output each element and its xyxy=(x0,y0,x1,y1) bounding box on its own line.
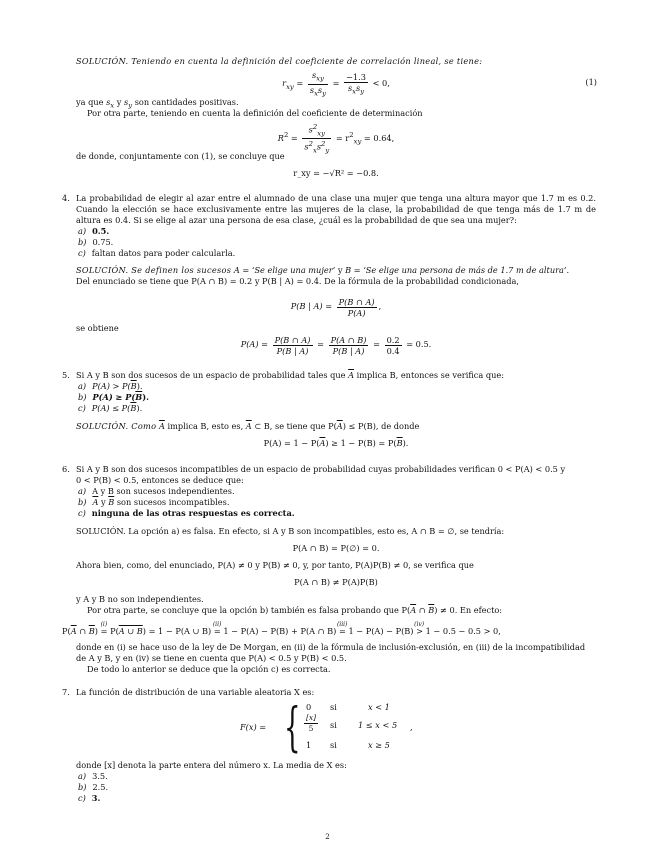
q6-sol-l3: y A y B no son independientes. xyxy=(76,594,204,604)
q4-opt-c-label: c) xyxy=(78,248,86,258)
q6-eq3-p6: 1 − P(A) − P(B) xyxy=(348,626,414,636)
q4-opt-a-text: 0.5. xyxy=(92,226,110,236)
q4-opt-c-text: faltan datos para poder calcularla. xyxy=(91,248,236,258)
q6-eq3-p5: 1 − P(A) − P(B) + P(A ∩ B) xyxy=(223,626,337,636)
q6-option-c xyxy=(78,508,295,519)
q6-number: 6. xyxy=(62,464,70,474)
line2-pre: ya que xyxy=(76,97,104,107)
q4-eqc-lhs: P(B | A) = xyxy=(290,301,333,311)
q5-sol-abar: $\overline{A}$ xyxy=(158,421,165,431)
q7-row0-si: si xyxy=(330,702,337,712)
q6-sol-l2: Ahora bien, como, del enunciado, P(A) ≠ 0 y P(B) ≠ 0, y, por tanto, P(A)P(B) ≠ 0, se verifica que xyxy=(76,560,474,570)
q7-row1-frac xyxy=(304,713,318,734)
q6-l4-post: ) ≠ 0. En efecto: xyxy=(434,605,503,615)
line2-post: son cantidades positivas. xyxy=(134,97,239,107)
q6-eq3-a: $\overline{A}$ xyxy=(70,626,77,636)
q4-eqr-lhs: P(A) = xyxy=(240,339,268,349)
q5-eq xyxy=(76,438,596,449)
q4-sol-B: B = ‘Se elige una persona de más de 1.7 m de altura’. xyxy=(345,265,570,275)
q4-eqr-tail: = 0.5. xyxy=(406,339,432,349)
q7-row2-val: 1 xyxy=(306,740,312,750)
q6-opt-b-a: $\overline{A}$ xyxy=(92,497,99,507)
q5-option-c xyxy=(78,403,142,414)
q4-eq-res: P(A) = $\frac{P(B \cap A)}{P(B | A)}$ = $\frac{P(A \cap B)}{P(B | A)}$ = $\frac{0.2}{0.4}$ = 0.5. xyxy=(240,334,432,356)
q5-opt-b-label: b) xyxy=(78,392,87,402)
eq1-num1-sub: xy xyxy=(316,74,324,83)
q5-opt-b-post: ). xyxy=(142,392,149,402)
q4-opt-a-label: a) xyxy=(78,226,87,236)
q6-sol-l5: donde en (i) se hace uso de la ley de De Morgan, en (ii) de la fórmula de inclusión-exclusión, en (iii) de la incompatibilidad xyxy=(76,642,586,652)
q5-eq-mid: ) ≥ 1 − P(B) = P( xyxy=(325,438,397,448)
eq1-num2: −1.3 xyxy=(346,71,366,82)
q4-eqr-d2: P(B | A) xyxy=(332,345,365,356)
q5-eq-pre: P(A) = 1 − P( xyxy=(263,438,320,448)
q4-obt: se obtiene xyxy=(76,323,119,333)
q7-row2-cond: x ≥ 5 xyxy=(368,740,390,750)
eq2-tail: = r xyxy=(335,132,350,143)
eq1-den1: s xyxy=(309,84,315,95)
q4-eqr-frac1 xyxy=(273,335,313,356)
q5-opt-a-bar: $\overline{B}$ xyxy=(130,381,137,391)
q7-opt-a-label: a) xyxy=(78,771,87,781)
q4-sol-line1 xyxy=(76,265,596,276)
q5-number: 5. xyxy=(62,370,70,380)
eq1-num1: s xyxy=(311,70,317,80)
q7-opt-b-text: 2.5. xyxy=(92,782,109,792)
q4-sol-pre: SOLUCIÓN. Se definen los sucesos xyxy=(76,265,232,275)
eq1-frac1 xyxy=(308,70,328,98)
q7-opt-b-label: b) xyxy=(78,782,87,792)
q4-opt-b-label: b) xyxy=(78,237,87,247)
q4-option-c xyxy=(78,248,235,259)
page-number: 2 xyxy=(325,833,330,841)
q5-text-abar: $\overline{A}$ xyxy=(348,370,355,380)
eq1-lhs: r xyxy=(282,78,287,89)
eq1-den2b: s xyxy=(356,82,361,93)
q5-sol-post: ) ≤ P(B), de donde xyxy=(342,421,420,431)
sol3-line3: Por otra parte, teniendo en cuenta la definición del coeficiente de determinación xyxy=(87,108,423,118)
q7-option-a xyxy=(78,771,108,782)
sol3-line2: ya que $s_x$ y $s_y$ son cantidades positivas. xyxy=(76,97,239,110)
q4-text: La probabilidad de elegir al azar entre el alumnado de una clase una mujer que tenga una altura mayor que 1.7 m es 0.2. Cuando la elección se hace exclusivamente entre las mujeres de la clase, la probabilidad de que tenga más de 1.7 m de altura es 0.4. Si se elige al azar una persona de esa clase, ¿cuál es la probabilidad de que sea una mujer?: xyxy=(76,193,596,225)
q5-sol-abar3: $\overline{A}$ xyxy=(336,421,343,431)
q4-eqr-frac2 xyxy=(329,335,369,356)
q6-eq3-p4: ) = 1 − P(A ∪ B) xyxy=(142,626,212,636)
q5-opt-c-bar: $\overline{B}$ xyxy=(130,403,137,413)
q6-sol-l7: De todo lo anterior se deduce que la opción c) es correcta. xyxy=(87,664,331,674)
q4-option-b xyxy=(78,237,113,248)
q6-eq3-s2: (ii) xyxy=(212,621,222,628)
q6-eq3-b: $\overline{B}$ xyxy=(88,626,95,636)
q5-opt-a-label: a) xyxy=(78,381,87,391)
q5-text xyxy=(76,370,596,381)
q5-opt-b-bar: $\overline{B}$ xyxy=(135,392,143,402)
eq1-den1-sub: x xyxy=(314,89,318,98)
q6-eq3-eq1: = xyxy=(100,626,108,636)
eq1-lhs-sub: xy xyxy=(286,82,294,91)
q4-sol-A: A = ‘Se elige una mujer’ xyxy=(233,265,336,275)
q4-sol-line2: Del enunciado se tiene que P(A ∩ B) = 0.2 y P(B | A) = 0.4. De la fórmula de la probabilidad condicionada, xyxy=(76,276,519,286)
q6-opt-b-mid: y xyxy=(100,497,106,507)
q6-eq3-aub: A ∪ B xyxy=(118,626,143,636)
q7-option-b xyxy=(78,782,108,793)
q6-sol-l4 xyxy=(87,605,596,616)
eq2-val: = 0.64, xyxy=(363,132,395,143)
q5-sol-mid1: implica B, esto es, xyxy=(167,421,244,431)
eq1-den2b-sub: y xyxy=(360,87,365,96)
q7-brace: { xyxy=(284,698,301,758)
q4-sol-and: y xyxy=(337,265,343,275)
q7-opt-a-text: 3.5. xyxy=(92,771,108,781)
q7-row0-cond: x < 1 xyxy=(368,702,390,712)
q4-eqr-n3: 0.2 xyxy=(386,334,400,345)
sol3-eq1: $r_{xy}$ = $\frac{s_{xy}}{s_xs_y}$ = $\frac{-1.3}{s_xs_y}$ < 0, xyxy=(282,70,390,98)
eq2-lhs: R xyxy=(277,132,284,143)
q6-opt-c-text: ninguna de las otras respuestas es correcta. xyxy=(91,508,295,518)
q7-row1-den: 5 xyxy=(308,724,314,733)
q4-eqr-frac3 xyxy=(385,335,402,356)
q7-opt-c-text: 3. xyxy=(91,793,101,803)
sol3-eq2: $R^2$ = $\frac{s^2_{xy}}{s^2_xs^2_y}$ = $r^2_{xy} = 0.64$, xyxy=(277,123,395,155)
q6-option-a xyxy=(78,486,235,497)
q6-l4-a: $\overline{A}$ xyxy=(410,605,417,615)
q4-eqr-d1: P(B | A) xyxy=(276,345,309,356)
q6-option-b xyxy=(78,497,229,508)
q5-opt-a-post: ). xyxy=(136,381,143,391)
line2-mid: y xyxy=(116,97,122,107)
q6-eq3-p3: P( xyxy=(110,626,119,636)
q4-eqc-frac xyxy=(337,297,377,318)
q4-eqc-num: P(B ∩ A) xyxy=(338,296,375,307)
q6-eq3-eq3: = xyxy=(338,626,346,636)
sol3-line4: de donde, conjuntamente con (1), se concluye que xyxy=(76,151,285,161)
q6-eq1: P(A ∩ B) = P(∅) = 0. xyxy=(292,543,380,553)
q5-eq-bbar: $\overline{B}$ xyxy=(396,438,403,448)
q6-opt-b-b: $\overline{B}$ xyxy=(108,497,115,507)
q5-option-b xyxy=(78,392,149,403)
q6-eq3-gt: > xyxy=(416,626,423,636)
q6-opt-c-label: c) xyxy=(78,508,86,518)
eq1-den2: s xyxy=(317,84,323,95)
eq1-frac2 xyxy=(344,72,368,97)
eq2-frac: $\frac{s^2_{xy}}{s^2_xs^2_y}$ xyxy=(304,123,330,155)
q7-piecewise xyxy=(240,700,500,756)
q6-eq3-eq2: = xyxy=(213,626,221,636)
q7-number: 7. xyxy=(62,687,70,697)
q5-opt-c-label: c) xyxy=(78,403,86,413)
q6-eq3-s4: (iv) xyxy=(414,621,425,628)
q4-eqr-n2: P(A ∩ B) xyxy=(330,334,367,345)
q6-eq3-s1: (i) xyxy=(100,621,108,628)
q5-opt-b-pre: P(A) ≥ P( xyxy=(92,392,136,402)
q5-sol-pre: SOLUCIÓN. Como xyxy=(76,421,157,431)
q5-sol-mid2: ⊂ B, se tiene que P( xyxy=(254,421,337,431)
q5-text-post: implica B, entonces se verifica que: xyxy=(356,370,504,380)
q6-eq3-cap: ∩ xyxy=(79,626,87,636)
q7-row1-cond: 1 ≤ x < 5 xyxy=(358,720,398,730)
q6-eq2: P(A ∩ B) ≠ P(A)P(B) xyxy=(294,577,378,587)
eq1-den2-sub: y xyxy=(322,89,326,98)
q6-text-l2: 0 < P(B) < 0.5, entonces se deduce que: xyxy=(76,475,244,485)
q5-sol-abar2: $\overline{A}$ xyxy=(245,421,252,431)
q5-opt-c-pre: P(A) ≤ P( xyxy=(91,403,131,413)
q6-eq3-p1: P( xyxy=(62,626,71,636)
q6-sol-l6: de A y B, y en (iv) se tiene en cuenta que P(A) < 0.5 y P(B) < 0.5. xyxy=(76,653,347,663)
q6-l4-cap: ∩ xyxy=(418,605,426,615)
eq1-den1b: s xyxy=(347,82,353,93)
eq1-tail: < 0, xyxy=(372,78,390,89)
q5-eq-abar: $\overline{A}$ xyxy=(319,438,326,448)
q6-eq3 xyxy=(62,621,501,637)
q4-eqr-n1: P(B ∩ A) xyxy=(274,334,311,345)
q4-opt-b-text: 0.75. xyxy=(92,237,114,247)
q6-opt-a-text: A y B son sucesos independientes. xyxy=(92,486,235,496)
q6-eq3-p7: 1 − 0.5 − 0.5 > 0, xyxy=(425,626,501,636)
sol3-eq3: r_xy = −√R² = −0.8. xyxy=(293,168,379,178)
q7-row0-val: 0 xyxy=(306,702,312,712)
q6-l4-pre: Por otra parte, se concluye que la opción b) también es falsa probando que P( xyxy=(87,605,411,615)
q6-text-l1: Si A y B son dos sucesos incompatibles de un espacio de probabilidad cuyas probabilidades verifican 0 < P(A) < 0.5 y xyxy=(76,464,566,474)
q5-option-a xyxy=(78,381,143,392)
q4-option-a xyxy=(78,226,109,237)
q6-opt-a-label: a) xyxy=(78,486,87,496)
q7-fx: F(x) = xyxy=(240,722,267,732)
q6-opt-b-post: son sucesos incompatibles. xyxy=(116,497,230,507)
q7-tail: , xyxy=(410,722,413,732)
q5-opt-a-pre: P(A) > P( xyxy=(92,381,131,391)
q4-eqc-tail: , xyxy=(378,301,382,311)
q7-row1-si: si xyxy=(330,720,337,730)
q6-sol-l1: SOLUCIÓN. La opción a) es falsa. En efecto, si A y B son incompatibles, esto es, A ∩ B = ∅, se tendría: xyxy=(76,526,505,536)
q6-eq3-s3: (iii) xyxy=(336,621,348,628)
q7-option-c xyxy=(78,793,100,804)
q6-opt-b-label: b) xyxy=(78,497,87,507)
q5-sol-line xyxy=(76,421,596,432)
q4-eqc-den: P(A) xyxy=(347,307,366,318)
q5-text-pre: Si A y B son dos sucesos de un espacio de probabilidad tales que xyxy=(76,370,346,380)
q4-eqr-d3: 0.4 xyxy=(386,345,400,356)
q4-eq-cond xyxy=(76,294,596,318)
q5-opt-c-post: ). xyxy=(136,403,143,413)
q7-row1-num: [x] xyxy=(306,713,317,722)
eq1-tag: (1) xyxy=(585,77,597,87)
q5-eq-post: ). xyxy=(402,438,409,448)
q6-l4-b: $\overline{B}$ xyxy=(428,605,435,615)
q7-after: donde [x] denota la parte entera del número x. La media de X es: xyxy=(76,760,347,770)
q7-opt-c-label: c) xyxy=(78,793,86,803)
sol3-intro xyxy=(76,56,596,67)
q4-number: 4. xyxy=(62,193,70,203)
eq1-den1b-sub: x xyxy=(352,87,356,96)
q6-eq3-p2: ) xyxy=(94,626,98,636)
sol3-intro-text: SOLUCIÓN. Teniendo en cuenta la definición del coeficiente de correlación lineal, se tiene: xyxy=(76,56,483,66)
q7-row2-si: si xyxy=(330,740,337,750)
q7-text: La función de distribución de una variable aleatoria X es: xyxy=(76,687,315,697)
